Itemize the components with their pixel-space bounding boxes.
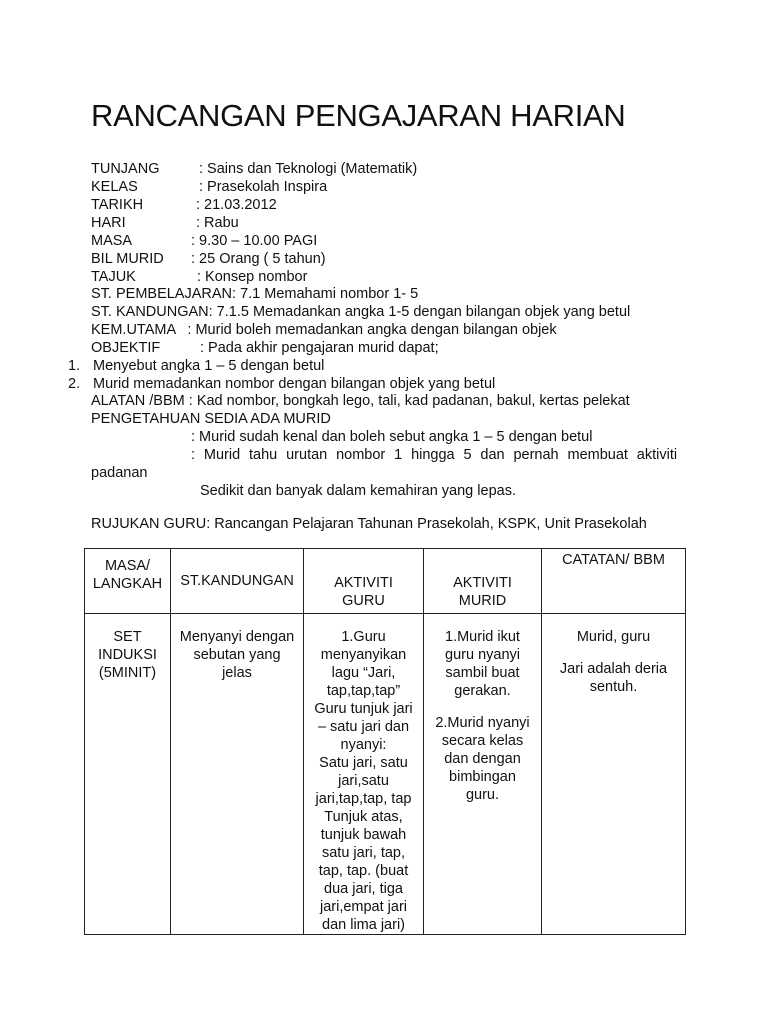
justified-word: 1: [394, 447, 403, 463]
cell-masa-langkah: [85, 614, 171, 935]
cell-line: dan dengan: [444, 751, 521, 767]
field-value: : 21.03.2012: [196, 197, 277, 213]
justified-word: hingga: [411, 447, 455, 463]
cell-line: 1.Murid ikut: [445, 629, 520, 645]
cell-line: gerakan.: [454, 683, 511, 699]
cell-line: secara kelas: [441, 733, 524, 749]
justified-word: dan: [480, 447, 505, 463]
objektif-value: : Pada akhir pengajaran murid dapat;: [200, 340, 439, 356]
cell-line: tap, tap. (buat: [318, 863, 409, 879]
justified-word: Murid: [203, 447, 241, 463]
cell-line: guru.: [465, 787, 500, 803]
field-row: [91, 233, 318, 250]
cell-line: Guru tunjuk jari: [314, 701, 413, 717]
header-aktiviti-murid: [424, 549, 542, 614]
field-row: [91, 179, 328, 196]
cell-line: dan lima jari): [322, 917, 405, 933]
justified-word: 5: [463, 447, 472, 463]
cell-catatan-bbm: [542, 614, 686, 935]
catatan-note-2: [542, 660, 685, 696]
objective-num: 1.: [68, 358, 81, 374]
cell-line: AKTIVITI: [334, 575, 393, 591]
cell-line: guru nyanyi: [445, 647, 520, 663]
header-catatan-bbm: [542, 549, 686, 614]
st-pembelajaran: ST. PEMBELAJARAN: 7.1 Memahami nombor 1- 5: [91, 286, 419, 302]
rujukan-guru: RUJUKAN GURU: Rancangan Pelajaran Tahunan Prasekolah, KSPK, Unit Prasekolah: [91, 516, 647, 532]
cell-line: MASA/: [104, 558, 151, 574]
cell-line: ST.KANDUNGAN: [180, 573, 294, 589]
cell-line: Murid, guru: [576, 629, 651, 645]
murid-activity-1: [424, 628, 541, 700]
alatan-bbm: ALATAN /BBM : Kad nombor, bongkah lego, tali, kad padanan, bakul, kertas pelekat: [91, 393, 630, 409]
field-row: [91, 197, 277, 214]
justified-word: tahu: [249, 447, 278, 463]
page-title: RANCANGAN PENGAJARAN HARIAN: [91, 98, 626, 133]
cell-line: Jari adalah deria: [559, 661, 668, 677]
objective-num: 2.: [68, 376, 81, 392]
st-kandungan: ST. KANDUNGAN: 7.1.5 Memadankan angka 1-5 dengan bilangan objek yang betul: [91, 304, 631, 320]
cell-line: jari,empat jari: [319, 899, 408, 915]
table-row: [85, 614, 686, 935]
justified-word: urutan: [286, 447, 328, 463]
cell-line: Menyanyi dengan: [179, 629, 295, 645]
cell-line: Satu jari, satu: [319, 755, 408, 771]
cell-line: SET: [113, 629, 142, 645]
table-header-row: [85, 549, 686, 614]
cell-line: jari,satu: [338, 773, 389, 789]
justified-word: aktiviti: [636, 447, 678, 463]
field-value: : Prasekolah Inspira: [199, 179, 328, 195]
field-value: : Konsep nombor: [197, 269, 308, 285]
cell-aktiviti-murid: [424, 614, 542, 935]
field-row: [91, 215, 239, 232]
catatan-note-1: [542, 628, 685, 646]
cell-line: GURU: [342, 593, 385, 609]
cell-line: MURID: [458, 593, 507, 609]
cell-line: sambil buat: [445, 665, 520, 681]
cell-line: 2.Murid nyanyi: [435, 715, 530, 731]
cell-line: satu jari, tap,: [321, 845, 405, 861]
header-aktiviti-guru: [304, 549, 424, 614]
pengetahuan-line: [191, 447, 677, 464]
cell-line: bimbingan: [449, 769, 516, 785]
cell-line: – satu jari dan: [317, 719, 410, 735]
justified-word: pernah: [513, 447, 559, 463]
objektif-label: OBJEKTIF: [91, 340, 161, 356]
field-value: : Sains dan Teknologi (Matematik): [199, 161, 418, 177]
cell-line: tunjuk bawah: [320, 827, 407, 843]
cell-line: 1.Guru: [341, 629, 386, 645]
justified-word: :: [191, 447, 196, 463]
header-masa-langkah: [85, 549, 171, 614]
field-row: [91, 269, 308, 286]
field-label: MASA: [91, 233, 133, 249]
pengetahuan-line: : Murid sudah kenal dan boleh sebut angka 1 – 5 dengan betul: [191, 429, 593, 445]
field-label: KELAS: [91, 179, 138, 195]
field-row: [91, 161, 418, 178]
objective-text: Menyebut angka 1 – 5 dengan betul: [93, 358, 325, 374]
field-label: TAJUK: [91, 269, 136, 285]
field-row: [91, 251, 326, 268]
cell-line: INDUKSI: [98, 647, 157, 663]
cell-line: lagu “Jari,: [331, 665, 396, 681]
cell-line: tap,tap,tap”: [326, 683, 401, 699]
cell-line: nyanyi:: [340, 737, 387, 753]
objective-text: Murid memadankan nombor dengan bilangan objek yang betul: [93, 376, 496, 392]
kem-utama: KEM.UTAMA : Murid boleh memadankan angka dengan bilangan objek: [91, 322, 557, 338]
cell-line: dua jari, tiga: [324, 881, 403, 897]
justified-word: nombor: [336, 447, 386, 463]
field-value: : 25 Orang ( 5 tahun): [191, 251, 326, 267]
lesson-table: [84, 548, 686, 935]
murid-activity-2: [424, 714, 541, 804]
pengetahuan-line-cont: padanan: [91, 465, 148, 481]
cell-line: menyanyikan: [320, 647, 407, 663]
field-label: TUNJANG: [91, 161, 160, 177]
field-label: TARIKH: [91, 197, 144, 213]
cell-line: Tunjuk atas,: [324, 809, 403, 825]
cell-st-kandungan: [171, 614, 304, 935]
field-label: HARI: [91, 215, 126, 231]
cell-line: LANGKAH: [92, 576, 163, 592]
pengetahuan-line: Sedikit dan banyak dalam kemahiran yang lepas.: [200, 483, 516, 499]
justified-word: membuat: [567, 447, 628, 463]
header-st-kandungan: [171, 549, 304, 614]
pengetahuan-heading: PENGETAHUAN SEDIA ADA MURID: [91, 411, 331, 427]
cell-line: jari,tap,tap, tap: [315, 791, 412, 807]
cell-line: sentuh.: [589, 679, 638, 695]
cell-line: AKTIVITI: [453, 575, 512, 591]
cell-line: CATATAN/ BBM: [562, 552, 665, 568]
cell-aktiviti-guru: [304, 614, 424, 935]
field-label: BIL MURID: [91, 251, 164, 267]
cell-line: sebutan yang: [193, 647, 281, 663]
field-value: : 9.30 – 10.00 PAGI: [191, 233, 318, 249]
field-value: : Rabu: [196, 215, 239, 231]
cell-line: (5MINIT): [98, 665, 157, 681]
cell-line: jelas: [222, 665, 252, 681]
